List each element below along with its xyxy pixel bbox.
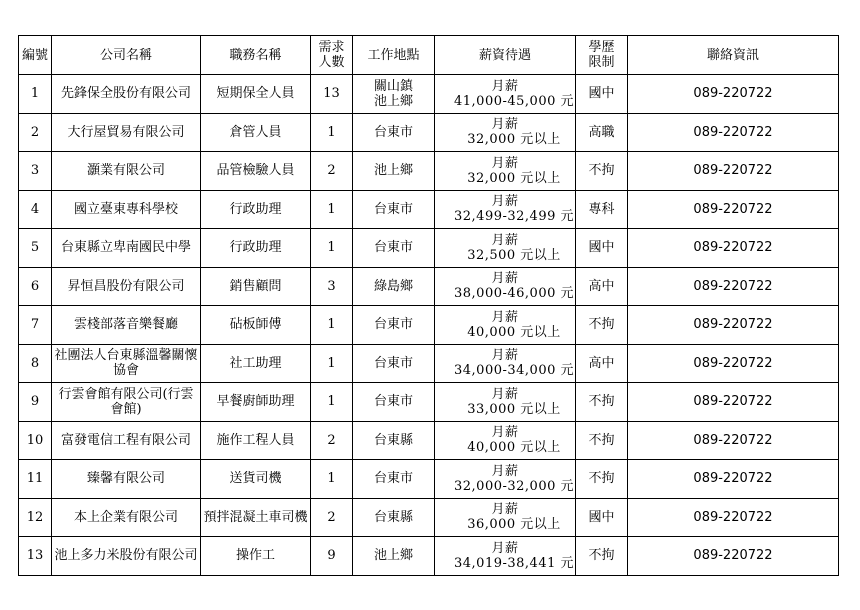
table-row xyxy=(19,344,839,383)
header-row xyxy=(19,36,839,75)
cell-job: 預拌混凝土車司機 xyxy=(201,498,311,537)
cell-contact: 089-220722 xyxy=(628,383,839,422)
cell-no: 3 xyxy=(19,152,52,191)
cell-contact: 089-220722 xyxy=(628,460,839,499)
cell-location xyxy=(353,460,435,499)
cell-contact: 089-220722 xyxy=(628,229,839,268)
cell-no: 2 xyxy=(19,113,52,152)
cell-contact: 089-220722 xyxy=(628,190,839,229)
cell-location xyxy=(353,113,435,152)
cell-salary xyxy=(435,267,576,306)
salary-amount: 32,000 元以上 xyxy=(467,132,561,148)
cell-education: 不拘 xyxy=(576,460,628,499)
cell-education: 高中 xyxy=(576,267,628,306)
location-line: 綠島鄉 xyxy=(373,278,413,294)
cell-education: 國中 xyxy=(576,498,628,537)
cell-job: 社工助理 xyxy=(201,344,311,383)
cell-company: 昇恒昌股份有限公司 xyxy=(52,267,201,306)
location-line: 台東市 xyxy=(373,124,413,140)
cell-count: 1 xyxy=(311,190,353,229)
cell-salary xyxy=(435,306,576,345)
cell-count: 1 xyxy=(311,229,353,268)
cell-location xyxy=(353,267,435,306)
header-contact: 聯絡資訊 xyxy=(628,36,839,75)
cell-job: 送貨司機 xyxy=(201,460,311,499)
table-row xyxy=(19,152,839,191)
cell-salary xyxy=(435,460,576,499)
cell-contact: 089-220722 xyxy=(628,75,839,114)
cell-location xyxy=(353,537,435,576)
cell-no: 11 xyxy=(19,460,52,499)
salary-unit: 月薪 xyxy=(491,155,519,171)
cell-company: 雲棧部落音樂餐廳 xyxy=(52,306,201,345)
cell-contact: 089-220722 xyxy=(628,152,839,191)
table-row xyxy=(19,113,839,152)
cell-education: 專科 xyxy=(576,190,628,229)
header-count-line1: 需求 xyxy=(318,40,345,55)
cell-count: 1 xyxy=(311,383,353,422)
salary-amount: 38,000-46,000 元 xyxy=(454,286,574,302)
cell-location xyxy=(353,421,435,460)
table-row xyxy=(19,267,839,306)
cell-job: 行政助理 xyxy=(201,190,311,229)
cell-location xyxy=(353,229,435,268)
table-row xyxy=(19,460,839,499)
salary-unit: 月薪 xyxy=(491,425,519,441)
salary-unit: 月薪 xyxy=(491,271,519,287)
header-location: 工作地點 xyxy=(353,36,435,75)
cell-no: 8 xyxy=(19,344,52,383)
table-row xyxy=(19,537,839,576)
header-edu-line1: 學歷 xyxy=(588,40,615,55)
location-line: 台東市 xyxy=(373,471,413,487)
cell-contact: 089-220722 xyxy=(628,537,839,576)
cell-job: 行政助理 xyxy=(201,229,311,268)
salary-amount: 41,000-45,000 元 xyxy=(454,93,574,109)
header-count-line2: 人數 xyxy=(318,55,345,70)
cell-count: 2 xyxy=(311,498,353,537)
cell-company: 本上企業有限公司 xyxy=(52,498,201,537)
cell-count: 13 xyxy=(311,75,353,114)
cell-no: 13 xyxy=(19,537,52,576)
cell-salary xyxy=(435,537,576,576)
location-line: 池上鄉 xyxy=(373,163,413,179)
cell-contact: 089-220722 xyxy=(628,113,839,152)
location-line: 關山鎮 xyxy=(373,78,413,94)
cell-contact: 089-220722 xyxy=(628,421,839,460)
location-line: 台東市 xyxy=(373,394,413,410)
salary-unit: 月薪 xyxy=(491,78,519,94)
header-company: 公司名稱 xyxy=(52,36,201,75)
cell-contact: 089-220722 xyxy=(628,498,839,537)
table-row xyxy=(19,306,839,345)
header-job: 職務名稱 xyxy=(201,36,311,75)
cell-job: 施作工程人員 xyxy=(201,421,311,460)
cell-job: 操作工 xyxy=(201,537,311,576)
cell-company: 池上多力米股份有限公司 xyxy=(52,537,201,576)
cell-count: 2 xyxy=(311,421,353,460)
table-row xyxy=(19,190,839,229)
cell-education: 國中 xyxy=(576,229,628,268)
cell-no: 4 xyxy=(19,190,52,229)
salary-unit: 月薪 xyxy=(491,502,519,518)
location-line: 台東市 xyxy=(373,355,413,371)
table-row xyxy=(19,383,839,422)
cell-count: 3 xyxy=(311,267,353,306)
table-body xyxy=(19,75,839,576)
header-no: 編號 xyxy=(19,36,52,75)
table-row xyxy=(19,498,839,537)
cell-contact: 089-220722 xyxy=(628,267,839,306)
cell-count: 2 xyxy=(311,152,353,191)
table-row xyxy=(19,421,839,460)
cell-job: 銷售顧問 xyxy=(201,267,311,306)
salary-amount: 33,000 元以上 xyxy=(467,401,561,417)
cell-count: 1 xyxy=(311,460,353,499)
cell-company: 灝業有限公司 xyxy=(52,152,201,191)
cell-company: 大行屋貿易有限公司 xyxy=(52,113,201,152)
location-line: 台東縣 xyxy=(373,509,413,525)
cell-no: 6 xyxy=(19,267,52,306)
cell-education: 高職 xyxy=(576,113,628,152)
location-line: 台東縣 xyxy=(373,432,413,448)
cell-company: 臻馨有限公司 xyxy=(52,460,201,499)
salary-amount: 32,000 元以上 xyxy=(467,170,561,186)
cell-job: 短期保全人員 xyxy=(201,75,311,114)
location-line: 台東市 xyxy=(373,240,413,256)
cell-no: 1 xyxy=(19,75,52,114)
cell-education: 不拘 xyxy=(576,306,628,345)
cell-contact: 089-220722 xyxy=(628,344,839,383)
cell-company: 先鋒保全股份有限公司 xyxy=(52,75,201,114)
salary-unit: 月薪 xyxy=(491,463,519,479)
location-line: 池上鄉 xyxy=(373,548,413,564)
location-line: 池上鄉 xyxy=(373,93,413,109)
cell-company: 台東縣立卑南國民中學 xyxy=(52,229,201,268)
cell-no: 9 xyxy=(19,383,52,422)
cell-education: 國中 xyxy=(576,75,628,114)
job-listings-table xyxy=(18,35,839,576)
cell-job: 早餐廚師助理 xyxy=(201,383,311,422)
cell-location xyxy=(353,344,435,383)
salary-amount: 32,499-32,499 元 xyxy=(454,209,574,225)
cell-salary xyxy=(435,190,576,229)
salary-amount: 40,000 元以上 xyxy=(467,440,561,456)
salary-unit: 月薪 xyxy=(491,540,519,556)
salary-unit: 月薪 xyxy=(491,348,519,364)
cell-no: 7 xyxy=(19,306,52,345)
cell-company: 行雲會館有限公司(行雲會館) xyxy=(52,383,201,422)
cell-no: 12 xyxy=(19,498,52,537)
salary-unit: 月薪 xyxy=(491,117,519,133)
cell-count: 9 xyxy=(311,537,353,576)
header-education xyxy=(576,36,628,75)
cell-education: 不拘 xyxy=(576,152,628,191)
header-salary: 薪資待遇 xyxy=(435,36,576,75)
header-count xyxy=(311,36,353,75)
cell-location xyxy=(353,152,435,191)
cell-no: 10 xyxy=(19,421,52,460)
cell-count: 1 xyxy=(311,344,353,383)
table-row xyxy=(19,229,839,268)
salary-amount: 34,019-38,441 元 xyxy=(454,555,574,571)
cell-company: 富發電信工程有限公司 xyxy=(52,421,201,460)
location-line: 台東市 xyxy=(373,317,413,333)
salary-unit: 月薪 xyxy=(491,232,519,248)
cell-count: 1 xyxy=(311,306,353,345)
salary-amount: 32,500 元以上 xyxy=(467,247,561,263)
salary-amount: 34,000-34,000 元 xyxy=(454,363,574,379)
salary-amount: 32,000-32,000 元 xyxy=(454,478,574,494)
cell-salary xyxy=(435,229,576,268)
cell-salary xyxy=(435,344,576,383)
salary-amount: 36,000 元以上 xyxy=(467,517,561,533)
cell-location xyxy=(353,383,435,422)
location-line: 台東市 xyxy=(373,201,413,217)
cell-education: 不拘 xyxy=(576,537,628,576)
cell-salary xyxy=(435,113,576,152)
cell-location xyxy=(353,498,435,537)
cell-job: 品管檢驗人員 xyxy=(201,152,311,191)
cell-contact: 089-220722 xyxy=(628,306,839,345)
cell-salary xyxy=(435,383,576,422)
salary-unit: 月薪 xyxy=(491,309,519,325)
cell-education: 高中 xyxy=(576,344,628,383)
cell-count: 1 xyxy=(311,113,353,152)
header-edu-line2: 限制 xyxy=(588,55,615,70)
salary-unit: 月薪 xyxy=(491,194,519,210)
cell-no: 5 xyxy=(19,229,52,268)
cell-education: 不拘 xyxy=(576,421,628,460)
salary-unit: 月薪 xyxy=(491,386,519,402)
cell-salary xyxy=(435,75,576,114)
cell-salary xyxy=(435,498,576,537)
cell-location xyxy=(353,75,435,114)
cell-company: 國立臺東專科學校 xyxy=(52,190,201,229)
cell-location xyxy=(353,190,435,229)
table-row xyxy=(19,75,839,114)
cell-company: 社團法人台東縣溫馨關懷協會 xyxy=(52,344,201,383)
cell-location xyxy=(353,306,435,345)
salary-amount: 40,000 元以上 xyxy=(467,324,561,340)
cell-job: 倉管人員 xyxy=(201,113,311,152)
cell-education: 不拘 xyxy=(576,383,628,422)
cell-job: 砧板師傅 xyxy=(201,306,311,345)
cell-salary xyxy=(435,152,576,191)
cell-salary xyxy=(435,421,576,460)
